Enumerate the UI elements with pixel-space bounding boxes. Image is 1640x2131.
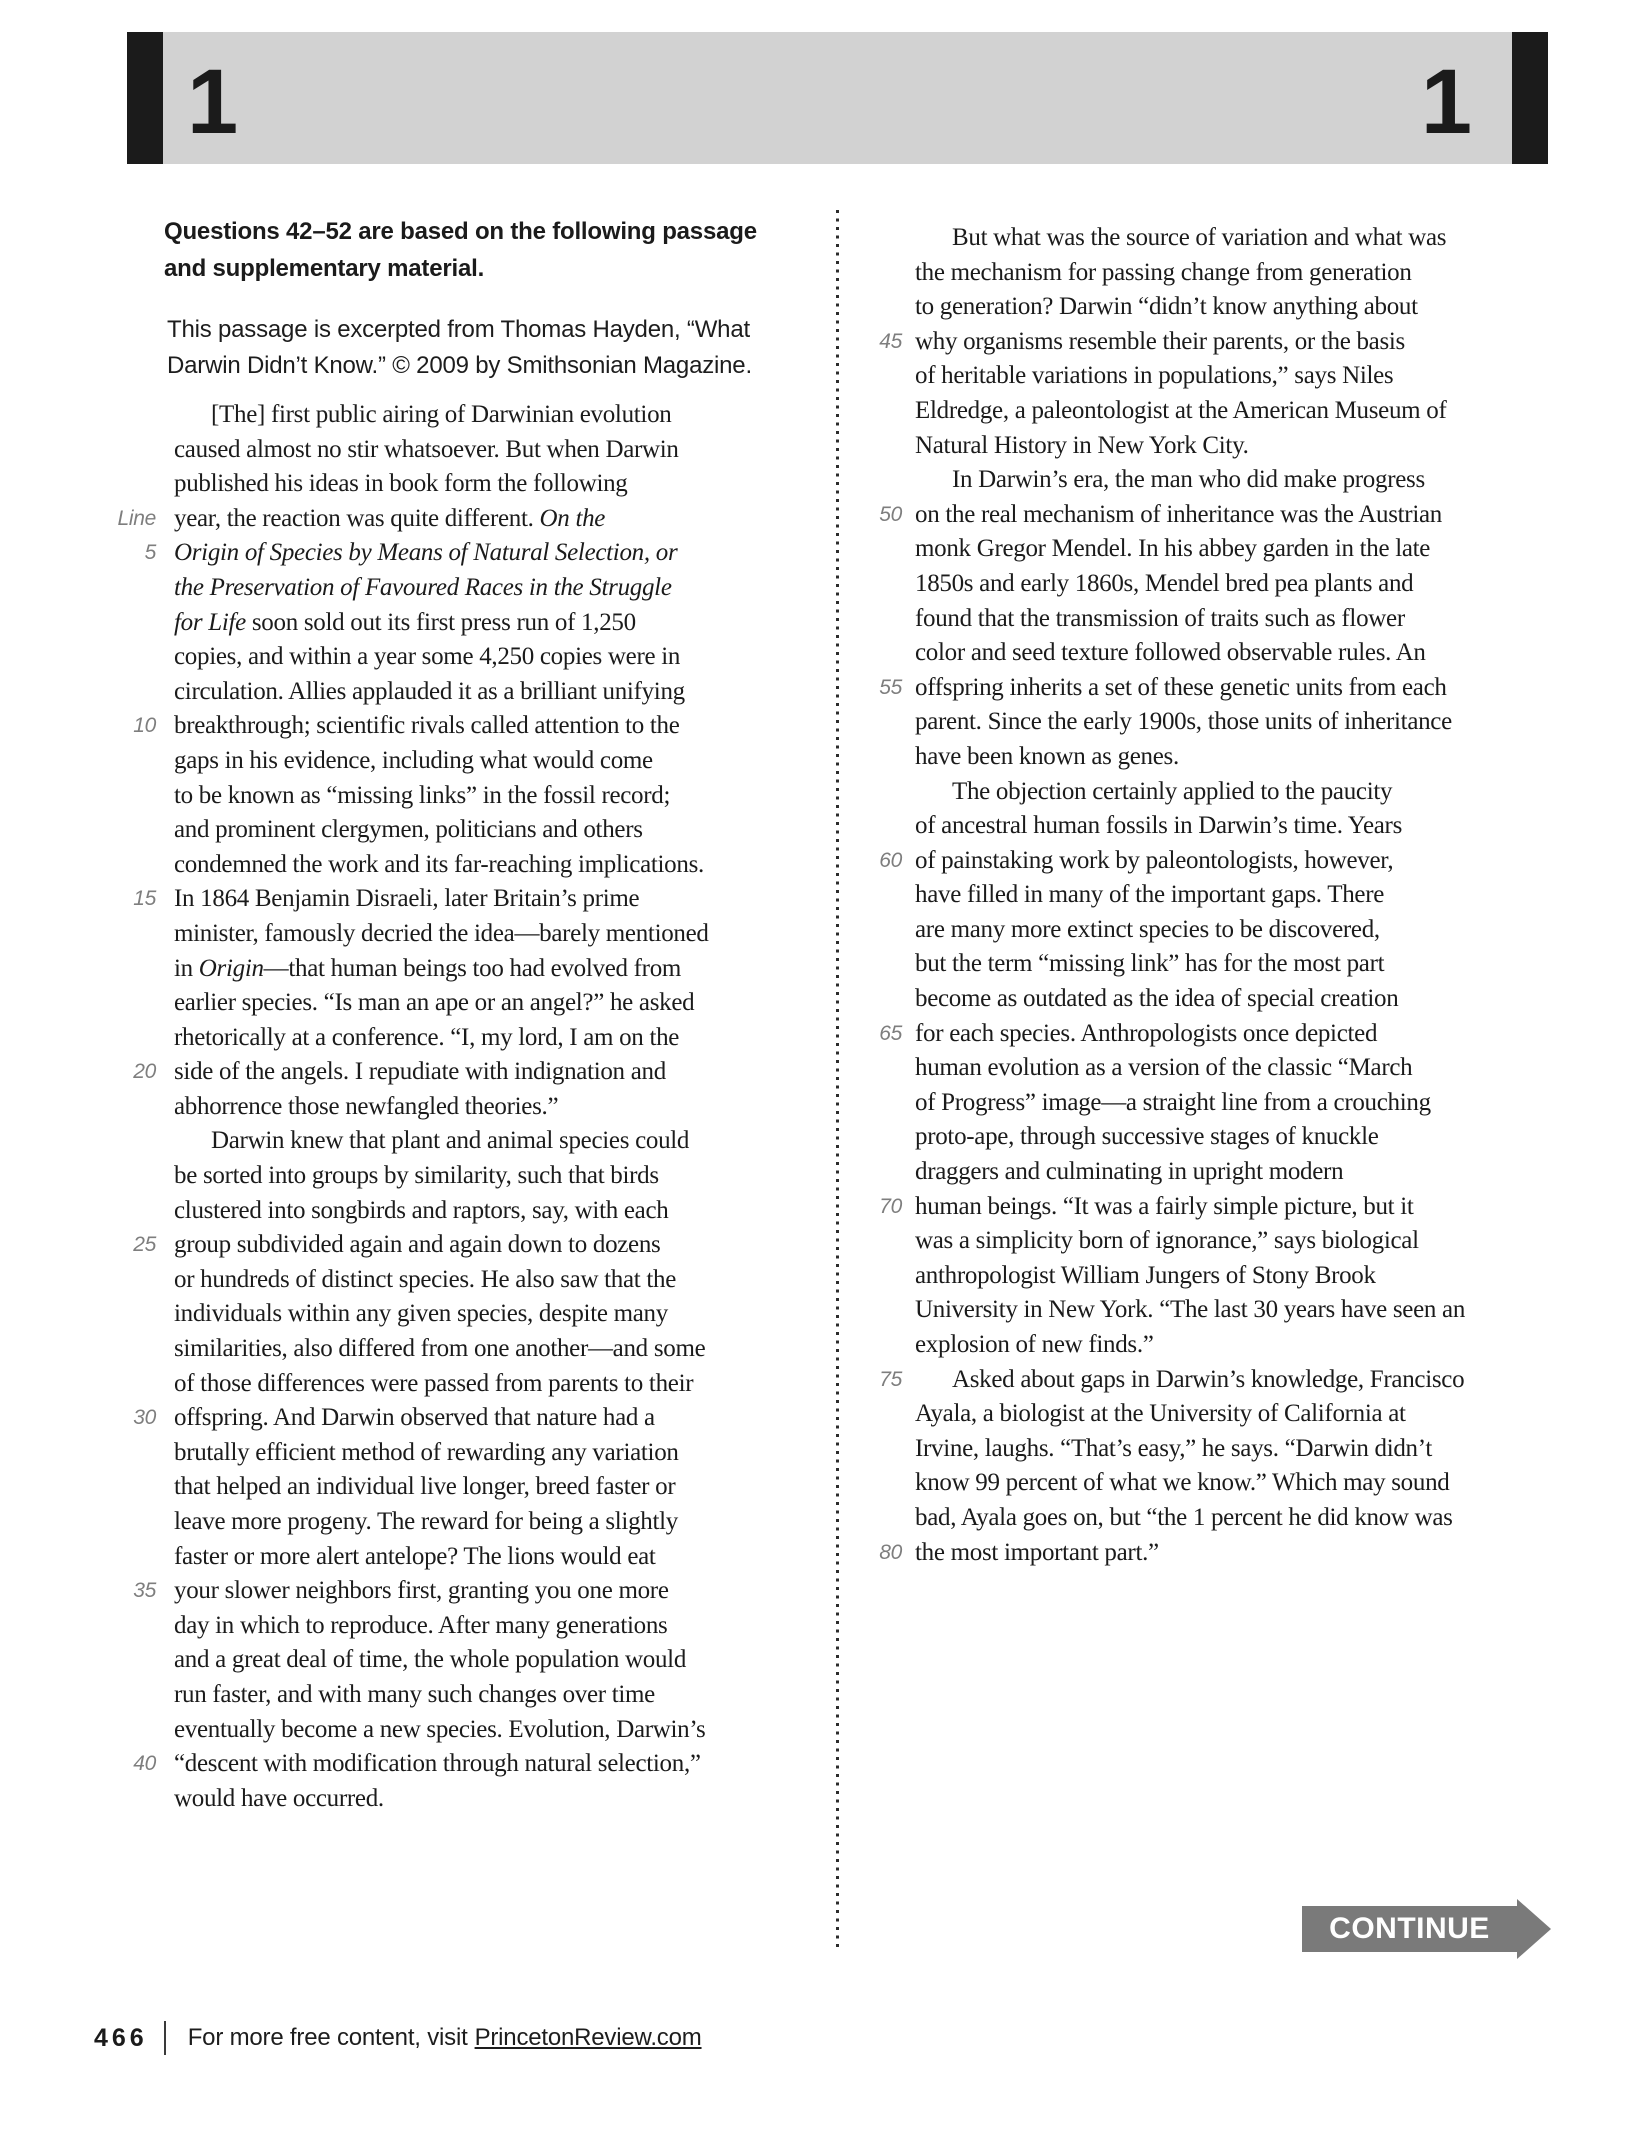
passage-source-note (167, 312, 752, 384)
header-right-bar (1512, 32, 1548, 164)
passage-line-text: to be known as “missing links” in the fossil record; (174, 781, 671, 809)
line-number: 70 (879, 1194, 902, 1218)
passage-line (854, 1501, 1614, 1536)
passage-line (854, 532, 1614, 567)
passage-line-text: would have occurred. (174, 1784, 384, 1812)
line-number (108, 848, 156, 883)
passage-line (854, 1328, 1614, 1363)
line-number: 60 (879, 848, 902, 872)
line-number: 20 (133, 1060, 156, 1084)
passage-line (854, 290, 1614, 325)
passage-line-text: for Life soon sold out its first press run of 1,250 (174, 608, 636, 636)
passage-line (108, 1228, 838, 1263)
line-number (854, 740, 902, 775)
line-number (854, 705, 902, 740)
passage-line-text: but the term “missing link” has for the most part (915, 950, 1385, 978)
passage-line-text: rhetorically at a conference. “I, my lord, I am on the (174, 1023, 680, 1051)
passage-line (854, 671, 1614, 706)
line-number (854, 913, 902, 948)
passage-line (108, 882, 838, 917)
line-number (108, 1367, 156, 1402)
passage-line (108, 1609, 838, 1644)
passage-line (108, 1678, 838, 1713)
line-number (854, 602, 902, 637)
column-divider (836, 210, 839, 1952)
passage-instructions (164, 213, 757, 287)
passage-line-text: Origin of Species by Means of Natural Selection, or (174, 539, 678, 567)
line-number (854, 221, 902, 256)
line-number (108, 986, 156, 1021)
footer-divider (164, 2021, 166, 2055)
passage-column-left (108, 398, 838, 1816)
passage-line (108, 1747, 838, 1782)
passage-line-text: to generation? Darwin “didn’t know anything about (915, 293, 1418, 321)
line-number (108, 467, 156, 502)
line-number (108, 1540, 156, 1575)
passage-line-text: condemned the work and its far-reaching implications. (174, 850, 704, 878)
passage-line-text: “descent with modification through natural selection,” (174, 1750, 701, 1778)
passage-line (108, 606, 838, 641)
passage-line-text: Darwin knew that plant and animal species could (211, 1127, 690, 1155)
passage-line (108, 779, 838, 814)
passage-line (854, 982, 1614, 1017)
passage-line (854, 1120, 1614, 1155)
passage-line (108, 1332, 838, 1367)
passage-line-text: explosion of new finds.” (915, 1331, 1154, 1358)
passage-line (108, 1297, 838, 1332)
passage-line (854, 359, 1614, 394)
passage-line (854, 1397, 1614, 1432)
passage-line (854, 1190, 1614, 1225)
footer-text: For more free content, visit (187, 2024, 468, 2051)
passage-line (108, 1021, 838, 1056)
line-number (108, 1678, 156, 1713)
line-number (108, 433, 156, 468)
line-number (854, 775, 902, 810)
passage-line (854, 947, 1614, 982)
passage-line (854, 429, 1614, 464)
line-number: 25 (133, 1233, 156, 1257)
continue-label: CONTINUE (1329, 1912, 1490, 1945)
line-number (108, 1505, 156, 1540)
passage-line-text: side of the angels. I repudiate with indignation and (174, 1058, 666, 1086)
passage-line-text: run faster, and with many such changes over time (174, 1680, 655, 1708)
passage-line (108, 675, 838, 710)
passage-line-text: parent. Since the early 1900s, those units of inheritance (915, 708, 1452, 736)
line-number (854, 1259, 902, 1294)
line-number (854, 809, 902, 844)
passage-line-text: 1850s and early 1860s, Mendel bred pea plants and (915, 569, 1414, 597)
passage-line-text: breakthrough; scientific rivals called attention to the (174, 712, 680, 740)
passage-line-text: color and seed texture followed observable rules. An (915, 639, 1426, 667)
continue-button[interactable] (1302, 1906, 1517, 1952)
passage-line (854, 740, 1614, 775)
line-number (108, 813, 156, 848)
passage-line-text: and prominent clergymen, politicians and others (174, 816, 643, 844)
passage-line-text: and a great deal of time, the whole population would (174, 1646, 687, 1674)
section-number-right: 1 (1420, 51, 1472, 153)
passage-line-text: Irvine, laughs. “That’s easy,” he says. “Darwin didn’t (915, 1434, 1432, 1462)
passage-line (854, 1466, 1614, 1501)
passage-line (854, 256, 1614, 291)
line-number (854, 1501, 902, 1536)
passage-line-text: But what was the source of variation and what was (952, 224, 1447, 251)
passage-line (854, 463, 1614, 498)
passage-line-text: [The] first public airing of Darwinian evolution (211, 401, 672, 428)
line-number (854, 1397, 902, 1432)
passage-line (854, 1224, 1614, 1259)
line-number (854, 463, 902, 498)
line-number: 50 (879, 502, 902, 526)
passage-line-text: of painstaking work by paleontologists, however, (915, 846, 1394, 874)
page-footer (94, 2020, 702, 2056)
passage-line-text: individuals within any given species, despite many (174, 1300, 668, 1328)
line-number (108, 398, 156, 433)
line-number: 40 (133, 1752, 156, 1776)
passage-line (108, 1055, 838, 1090)
line-number: 10 (133, 714, 156, 738)
passage-line-text: gaps in his evidence, including what would come (174, 746, 653, 774)
line-number (108, 744, 156, 779)
line-number (854, 359, 902, 394)
line-number (854, 394, 902, 429)
passage-line (854, 809, 1614, 844)
passage-line (854, 705, 1614, 740)
line-number (854, 1155, 902, 1190)
passage-instructions-line: and supplementary material. (164, 255, 485, 282)
line-number (854, 1224, 902, 1259)
line-number (108, 1090, 156, 1125)
passage-line (108, 1159, 838, 1194)
line-number (108, 606, 156, 641)
line-number (854, 1293, 902, 1328)
section-number-left: 1 (187, 51, 239, 153)
passage-line (854, 1051, 1614, 1086)
passage-line-text: day in which to reproduce. After many generations (174, 1611, 668, 1639)
passage-line (108, 536, 838, 571)
passage-line (854, 394, 1614, 429)
passage-line (854, 636, 1614, 671)
passage-line (108, 986, 838, 1021)
passage-line (854, 775, 1614, 810)
passage-line-text: circulation. Allies applauded it as a brilliant unifying (174, 677, 685, 705)
passage-source-line: Darwin Didn’t Know.” © 2009 by Smithsonian Magazine. (167, 352, 752, 379)
passage-line-text: bad, Ayala goes on, but “the 1 percent he did know was (915, 1503, 1453, 1531)
line-number (854, 947, 902, 982)
passage-line-text: Asked about gaps in Darwin’s knowledge, Francisco (952, 1365, 1465, 1393)
line-number (854, 1086, 902, 1121)
passage-line (108, 1574, 838, 1609)
passage-line-text: The objection certainly applied to the paucity (952, 777, 1393, 805)
passage-line (108, 952, 838, 987)
passage-line (108, 1643, 838, 1678)
line-number (854, 982, 902, 1017)
line-number (108, 1609, 156, 1644)
line-number (854, 1120, 902, 1155)
passage-line (854, 602, 1614, 637)
passage-line (108, 1194, 838, 1229)
passage-line (108, 433, 838, 468)
line-number (108, 917, 156, 952)
passage-line (854, 221, 1614, 256)
passage-line (108, 1367, 838, 1402)
line-number: 65 (879, 1021, 902, 1045)
passage-line-text: faster or more alert antelope? The lions would eat (174, 1542, 656, 1570)
passage-line-text: your slower neighbors first, granting you one more (174, 1577, 669, 1605)
passage-line (108, 813, 838, 848)
line-number (854, 290, 902, 325)
continue-arrow-icon (1517, 1899, 1551, 1959)
passage-line-text: Ayala, a biologist at the University of California at (915, 1400, 1406, 1428)
passage-line-text: be sorted into groups by similarity, such that birds (174, 1162, 659, 1190)
passage-line (108, 917, 838, 952)
passage-line-text: clustered into songbirds and raptors, say, with each (174, 1196, 669, 1224)
passage-line (854, 844, 1614, 879)
passage-line-text: group subdivided again and again down to dozens (174, 1231, 661, 1259)
line-number (108, 1436, 156, 1471)
line-number (854, 636, 902, 671)
passage-line-text: In Darwin’s era, the man who did make progress (952, 466, 1425, 494)
line-number: 55 (879, 675, 902, 699)
passage-line-text: the Preservation of Favoured Races in the Struggle (174, 573, 672, 601)
line-number: 80 (879, 1540, 902, 1564)
passage-line (108, 571, 838, 606)
passage-line (854, 498, 1614, 533)
line-number: 35 (133, 1579, 156, 1603)
princeton-review-link[interactable]: PrincetonReview.com (474, 2024, 702, 2051)
passage-line (108, 1540, 838, 1575)
line-number (108, 640, 156, 675)
line-number (108, 1124, 156, 1159)
passage-line (108, 640, 838, 675)
passage-line-text: anthropologist William Jungers of Stony Brook (915, 1261, 1376, 1289)
passage-line (854, 1363, 1614, 1398)
passage-line-text: of heritable variations in populations,” says Niles (915, 362, 1394, 390)
passage-line-text: published his ideas in book form the following (174, 470, 628, 498)
passage-line (108, 709, 838, 744)
passage-line (108, 1401, 838, 1436)
passage-line (854, 878, 1614, 913)
passage-line-text: brutally efficient method of rewarding any variation (174, 1438, 679, 1466)
line-number (108, 1713, 156, 1748)
passage-line-text: monk Gregor Mendel. In his abbey garden in the late (915, 535, 1431, 563)
passage-line-text: eventually become a new species. Evolution, Darwin’s (174, 1715, 706, 1743)
passage-line (108, 1263, 838, 1298)
passage-line-text: have been known as genes. (915, 742, 1179, 770)
line-number (108, 779, 156, 814)
passage-line (108, 1505, 838, 1540)
passage-line (108, 1090, 838, 1125)
passage-line-text: the most important part.” (915, 1538, 1159, 1566)
passage-line-text: on the real mechanism of inheritance was the Austrian (915, 500, 1442, 528)
passage-line-text: or hundreds of distinct species. He also saw that the (174, 1265, 677, 1293)
passage-line (854, 1017, 1614, 1052)
line-number: 15 (133, 887, 156, 911)
passage-line (108, 502, 838, 537)
passage-line-text: Natural History in New York City. (915, 431, 1249, 459)
page-number: 466 (94, 2023, 148, 2052)
passage-line (854, 1432, 1614, 1467)
passage-line (854, 913, 1614, 948)
passage-line-text: human beings. “It was a fairly simple picture, but it (915, 1192, 1414, 1220)
passage-line (108, 848, 838, 883)
passage-line (854, 1155, 1614, 1190)
passage-line-text: draggers and culminating in upright modern (915, 1158, 1344, 1186)
passage-line-text: earlier species. “Is man an ape or an angel?” he asked (174, 989, 695, 1017)
passage-line (108, 744, 838, 779)
passage-line (108, 1782, 838, 1817)
passage-line (854, 325, 1614, 360)
passage-instructions-line: Questions 42–52 are based on the following passage (164, 218, 757, 245)
line-number (108, 1297, 156, 1332)
line-number (108, 1782, 156, 1817)
line-number (108, 952, 156, 987)
passage-line-text: for each species. Anthropologists once depicted (915, 1019, 1378, 1047)
line-number (854, 1466, 902, 1501)
passage-line (108, 1124, 838, 1159)
line-number (854, 532, 902, 567)
header-left-bar (127, 32, 163, 164)
line-number: 30 (133, 1406, 156, 1430)
line-number (854, 1432, 902, 1467)
passage-line-text: become as outdated as the idea of special creation (915, 985, 1399, 1013)
passage-line-text: offspring. And Darwin observed that nature had a (174, 1404, 655, 1432)
line-number (108, 1470, 156, 1505)
line-number (854, 1328, 902, 1363)
line-number (108, 1332, 156, 1367)
line-number (108, 1194, 156, 1229)
line-number (108, 571, 156, 606)
passage-line (854, 1536, 1614, 1571)
passage-line (854, 1086, 1614, 1121)
passage-line-text: of ancestral human fossils in Darwin’s time. Years (915, 812, 1403, 840)
line-number (108, 1643, 156, 1678)
passage-line-text: minister, famously decried the idea—barely mentioned (174, 919, 709, 947)
line-number (854, 567, 902, 602)
line-number (854, 1051, 902, 1086)
passage-line-text: similarities, also differed from one another—and some (174, 1335, 706, 1363)
passage-line-text: copies, and within a year some 4,250 copies were in (174, 643, 681, 671)
passage-line-text: offspring inherits a set of these genetic units from each (915, 673, 1447, 701)
line-number (108, 1159, 156, 1194)
line-number (854, 256, 902, 291)
passage-line-text: leave more progeny. The reward for being a slightly (174, 1508, 678, 1535)
line-number (854, 878, 902, 913)
passage-line-text: have filled in many of the important gaps. There (915, 881, 1385, 909)
passage-column-right (854, 221, 1614, 1570)
line-number (108, 675, 156, 710)
passage-line-text: year, the reaction was quite different. On the (174, 504, 606, 532)
passage-line-text: In 1864 Benjamin Disraeli, later Britain’s prime (174, 885, 640, 913)
passage-line (854, 1259, 1614, 1294)
passage-line (854, 1293, 1614, 1328)
passage-line-text: proto-ape, through successive stages of knuckle (915, 1123, 1379, 1151)
passage-line (108, 1470, 838, 1505)
passage-line-text: caused almost no stir whatsoever. But when Darwin (174, 435, 679, 463)
passage-line-text: found that the transmission of traits such as flower (915, 604, 1405, 632)
passage-line-text: was a simplicity born of ignorance,” says biological (915, 1227, 1419, 1255)
line-number (108, 1263, 156, 1298)
section-header-band (127, 32, 1548, 164)
passage-line (108, 398, 838, 433)
passage-line-text: human evolution as a version of the classic “March (915, 1054, 1413, 1082)
passage-line-text: Eldredge, a paleontologist at the American Museum of (915, 396, 1447, 424)
passage-line-text: the mechanism for passing change from generation (915, 258, 1412, 286)
passage-line (108, 467, 838, 502)
line-number: 5 (144, 541, 156, 565)
passage-line-text: are many more extinct species to be discovered, (915, 915, 1380, 943)
passage-line-text: of those differences were passed from parents to their (174, 1369, 694, 1397)
passage-line (108, 1713, 838, 1748)
passage-line (854, 567, 1614, 602)
line-number: 75 (879, 1367, 902, 1391)
passage-line (108, 1436, 838, 1471)
line-number (854, 429, 902, 464)
passage-line-text: why organisms resemble their parents, or the basis (915, 327, 1405, 355)
passage-line-text: of Progress” image—a straight line from a crouching (915, 1088, 1431, 1116)
passage-line-text: that helped an individual live longer, breed faster or (174, 1473, 676, 1501)
passage-line-text: University in New York. “The last 30 years have seen an (915, 1296, 1466, 1324)
passage-source-line: This passage is excerpted from Thomas Hayden, “What (167, 316, 750, 343)
passage-line-text: abhorrence those newfangled theories.” (174, 1092, 559, 1120)
passage-line-text: know 99 percent of what we know.” Which may sound (915, 1469, 1450, 1497)
line-number: Line (117, 506, 156, 530)
line-number (108, 1021, 156, 1056)
line-number: 45 (879, 329, 902, 353)
passage-line-text: in Origin—that human beings too had evolved from (174, 954, 682, 982)
